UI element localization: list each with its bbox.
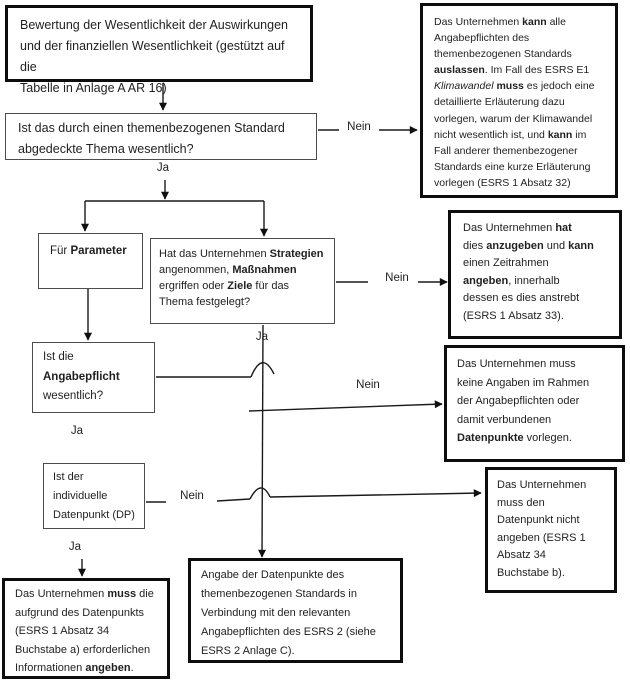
box-omit-disclosures-text: Das Unternehmen kann alle Angabepflichten des themenbezogenen Standards auslassen. Im Fall des ESRS E1 Klimawandel muss es jedoch eine detaillierte Erläuterung dazu vorlegen, warum der Klimawandel nicht wesentlich ist, und kann im Fall anderer themenbezogener Standards eine kurze Erläuterung vorlegen (ESRS 1 Absatz 32) xyxy=(434,16,595,189)
label-nein-topic: Nein xyxy=(347,121,371,133)
label-nein-datapoint: Nein xyxy=(180,490,204,502)
box-must-state-timeframe-text: Das Unternehmen hat dies anzugeben und kann einen Zeitrahmen angeben, innerhalb dessen es dies anstrebt (ESRS 1 Absatz 33). xyxy=(463,222,594,322)
box-disclosure-requirement-question xyxy=(32,342,155,413)
box-no-disclosures-required-text: Das Unternehmen muss keine Angaben im Rahmen der Angabepflichten oder damit verbundenen Datenpunkte vorlegen. xyxy=(457,358,590,444)
box-datapoint-not-required-text: Das Unternehmen muss den Datenpunkt nicht angeben (ESRS 1 Absatz 34 Buchstabe b). xyxy=(497,479,587,579)
box-fuer-parameter-text: Für Parameter xyxy=(50,245,127,257)
box-strategies-question xyxy=(150,238,335,324)
box-topic-material-question-text: Ist das durch einen themenbezogenen Standard abgedeckte Thema wesentlich? xyxy=(18,121,285,156)
box-must-provide-information xyxy=(2,578,170,679)
label-ja-topic: Ja xyxy=(156,162,170,174)
arrow-drq-nein-to-nodisc xyxy=(249,404,442,411)
box-datapoint-esrs2-disclosure xyxy=(188,558,403,663)
label-nein-strategies: Nein xyxy=(385,272,409,284)
box-disclosure-requirement-question-text: Ist die Angabepflicht wesentlich? xyxy=(43,351,120,402)
box-must-provide-information-text: Das Unternehmen muss die aufgrund des Datenpunkts (ESRS 1 Absatz 34 Buchstabe a) erforderlichen Informationen angeben. xyxy=(15,588,154,674)
line-drq-nein-hop xyxy=(251,363,274,377)
label-nein-drq: Nein xyxy=(356,379,380,391)
arrow-dpq-nein-to-dpnot xyxy=(270,493,481,497)
box-omit-disclosures xyxy=(420,3,618,198)
line-dpq-nein-mid xyxy=(217,499,250,501)
line-dpq-nein-hop xyxy=(250,488,270,499)
label-ja-datapoint: Ja xyxy=(68,541,82,553)
box-datapoint-not-required xyxy=(485,467,617,593)
arrow-strategies-ja-to-dpdisc xyxy=(262,325,263,557)
box-no-disclosures-required xyxy=(444,345,625,462)
box-individual-datapoint-question xyxy=(43,463,145,529)
box-datapoint-esrs2-disclosure-text: Angabe der Datenpunkte des themenbezogenen Standards in Verbindung mit den relevanten Angabepflichten des ESRS 2 (siehe ESRS 2 Anlage C). xyxy=(201,569,376,657)
box-topic-material-question xyxy=(5,113,317,160)
box-materiality-assessment-text: Bewertung der Wesentlichkeit der Auswirkungen und der finanziellen Wesentlichkeit (gestützt auf die Tabelle in Anlage A AR 16) xyxy=(20,18,288,95)
box-strategies-question-text: Hat das Unternehmen Strategien angenommen, Maßnahmen ergriffen oder Ziele für das Thema festgelegt? xyxy=(159,248,324,308)
box-individual-datapoint-question-text: Ist der individuelle Datenpunkt (DP) xyxy=(53,471,135,521)
box-fuer-parameter xyxy=(38,233,143,289)
box-must-state-timeframe xyxy=(448,210,622,339)
label-ja-strategies: Ja xyxy=(255,331,269,343)
label-ja-drq: Ja xyxy=(70,425,84,437)
box-materiality-assessment xyxy=(5,5,313,95)
